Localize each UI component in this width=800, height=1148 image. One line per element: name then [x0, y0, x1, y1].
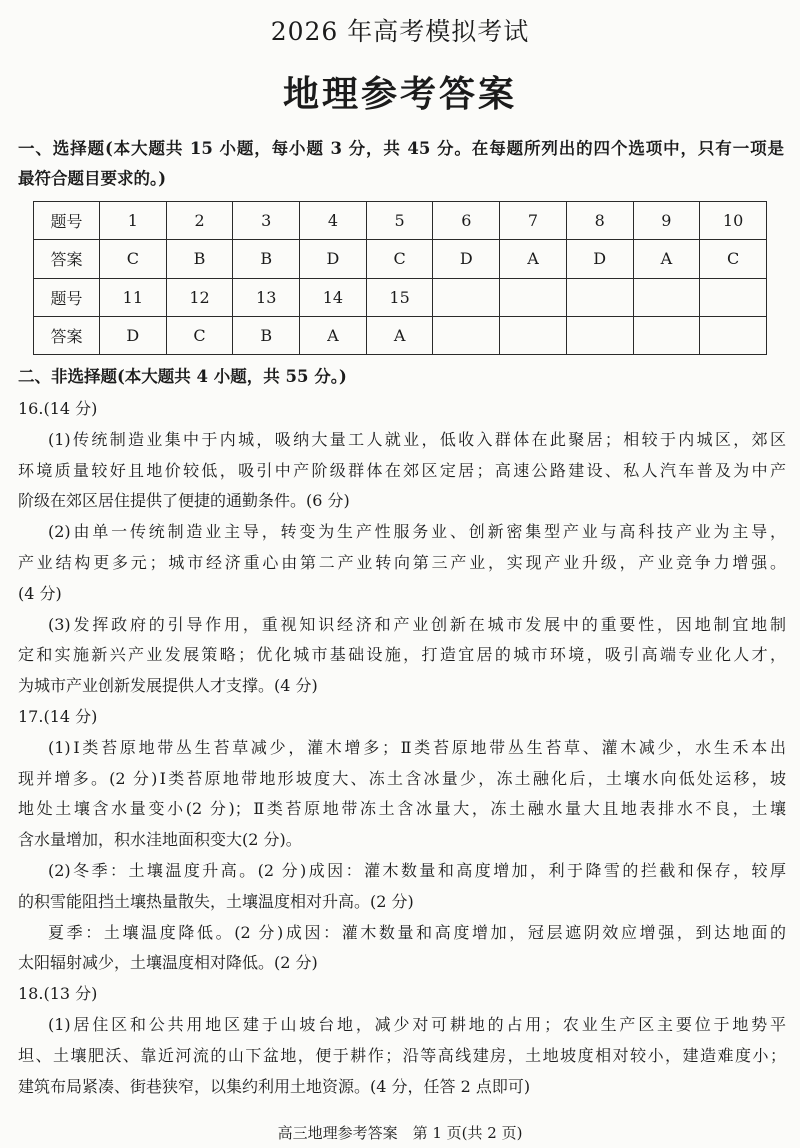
answer-text-line: 坦、土壤肥沃、靠近河流的山下盆地，便于耕作；沿等高线建房，土地坡度相对较小，建造难度小； [18, 1045, 786, 1065]
answer-text-line: 地处土壤含水量变小(2 分)；Ⅱ类苔原地带冻土含冰量大，冻土融水量大且地表排水不良，土壤 [18, 799, 786, 819]
empty-cell [500, 278, 567, 316]
answer-cell: A [633, 240, 700, 278]
table-row [34, 316, 767, 354]
table-row [34, 202, 767, 240]
answer-cell: D [100, 316, 167, 354]
answer-cell: B [166, 240, 233, 278]
section1-heading-line1: 一、选择题(本大题共 15 小题，每小题 3 分，共 45 分。在每题所列出的四个选项中，只有一项是 [18, 139, 784, 158]
answer-cell: C [700, 240, 767, 278]
question-number: 5 [366, 202, 433, 240]
question-number: 3 [233, 202, 300, 240]
answer-text-line: (3)发挥政府的引导作用，重视知识经济和产业创新在城市发展中的重要性，因地制宜地制 [48, 614, 786, 634]
answer-cell: B [233, 240, 300, 278]
answer-cell: D [433, 240, 500, 278]
answer-cell: D [300, 240, 367, 278]
answer-text-line: 太阳辐射减少，土壤温度相对降低。(2 分) [18, 953, 318, 973]
question-number-label: 题号 [34, 278, 100, 316]
question-number: 12 [166, 278, 233, 316]
answer-text-line: (4 分) [18, 583, 62, 603]
answer-text-line: 为城市产业创新发展提供人才支撑。(4 分) [18, 676, 318, 696]
empty-cell [433, 316, 500, 354]
empty-cell [633, 278, 700, 316]
answer-cell: C [166, 316, 233, 354]
answer-text-line: 定和实施新兴产业发展策略；优化城市基础设施，打造宜居的城市环境，吸引高端专业化人才， [18, 645, 786, 665]
answer-label: 答案 [34, 240, 100, 278]
question-number: 6 [433, 202, 500, 240]
exam-title: 2026 年高考模拟考试 [270, 17, 530, 46]
question-number: 11 [100, 278, 167, 316]
question-number: 15 [366, 278, 433, 316]
question-number: 13 [233, 278, 300, 316]
answer-text-line: 16.(14 分) [18, 399, 98, 418]
answer-cell: C [100, 240, 167, 278]
answer-cell: C [366, 240, 433, 278]
answer-cell: D [566, 240, 633, 278]
answer-table [33, 201, 767, 355]
answer-text-line: 阶级在郊区居住提供了便捷的通勤条件。(6 分) [18, 491, 350, 511]
answer-text-line: 环境质量较好且地价较低，吸引中产阶级群体在郊区定居；高速公路建设、私人汽车普及为中产 [18, 460, 786, 480]
section2-heading: 二、非选择题(本大题共 4 小题，共 55 分。) [18, 367, 347, 386]
empty-cell [433, 278, 500, 316]
answer-text-line: 17.(14 分) [18, 707, 98, 726]
answer-cell: B [233, 316, 300, 354]
answer-text-line: (1)Ⅰ类苔原地带丛生苔草减少，灌木增多；Ⅱ类苔原地带丛生苔草、灌木减少，水生禾本出 [48, 737, 786, 757]
empty-cell [566, 278, 633, 316]
page-footer: 高三地理参考答案 第 1 页(共 2 页) [277, 1124, 523, 1142]
answer-cell: A [366, 316, 433, 354]
question-number: 10 [700, 202, 767, 240]
answer-text-line: (1)传统制造业集中于内城，吸纳大量工人就业，低收入群体在此聚居；相较于内城区，郊区 [48, 429, 786, 449]
empty-cell [700, 278, 767, 316]
answer-text-line: 现并增多。(2 分)Ⅰ类苔原地带地形坡度大、冻土含冰量少，冻土融化后，土壤水向低处运移，坡 [18, 768, 786, 788]
question-number: 7 [500, 202, 567, 240]
section1-heading-line2: 最符合题目要求的。) [18, 169, 167, 188]
question-number: 8 [566, 202, 633, 240]
answer-text-line: 夏季：土壤温度降低。(2 分)成因：灌木数量和高度增加，冠层遮阴效应增强，到达地面的 [48, 922, 786, 942]
question-number: 2 [166, 202, 233, 240]
table-row [34, 240, 767, 278]
question-number-label: 题号 [34, 202, 100, 240]
answer-text-line: 的积雪能阻挡土壤热量散失，土壤温度相对升高。(2 分) [18, 891, 414, 911]
answer-text-line: 产业结构更多元；城市经济重心由第二产业转向第三产业，实现产业升级，产业竞争力增强。 [18, 553, 786, 572]
answer-text-line: 18.(13 分) [18, 984, 98, 1004]
question-number: 4 [300, 202, 367, 240]
empty-cell [500, 316, 567, 354]
answer-text-line: 含水量增加，积水洼地面积变大(2 分)。 [18, 830, 302, 850]
answer-cell: A [500, 240, 567, 278]
answer-text-line: (2)由单一传统制造业主导，转变为生产性服务业、创新密集型产业与高科技产业为主导， [48, 522, 786, 542]
empty-cell [700, 316, 767, 354]
question-number: 9 [633, 202, 700, 240]
section1-heading [18, 134, 784, 194]
question-number: 1 [100, 202, 167, 240]
empty-cell [566, 316, 633, 354]
answer-text-line: (2)冬季：土壤温度升高。(2 分)成因：灌木数量和高度增加，利于降雪的拦截和保存，较厚 [48, 861, 786, 880]
question-number: 14 [300, 278, 367, 316]
empty-cell [633, 316, 700, 354]
answer-label: 答案 [34, 316, 100, 354]
answer-text-line: 建筑布局紧凑、街巷狭窄，以集约利用土地资源。(4 分，任答 2 点即可) [18, 1076, 531, 1096]
document-title: 地理参考答案 [282, 73, 517, 115]
answer-cell: A [300, 316, 367, 354]
table-row [34, 278, 767, 316]
answer-text-line: (1)居住区和公共用地区建于山坡台地，减少对可耕地的占用；农业生产区主要位于地势平 [48, 1015, 786, 1034]
